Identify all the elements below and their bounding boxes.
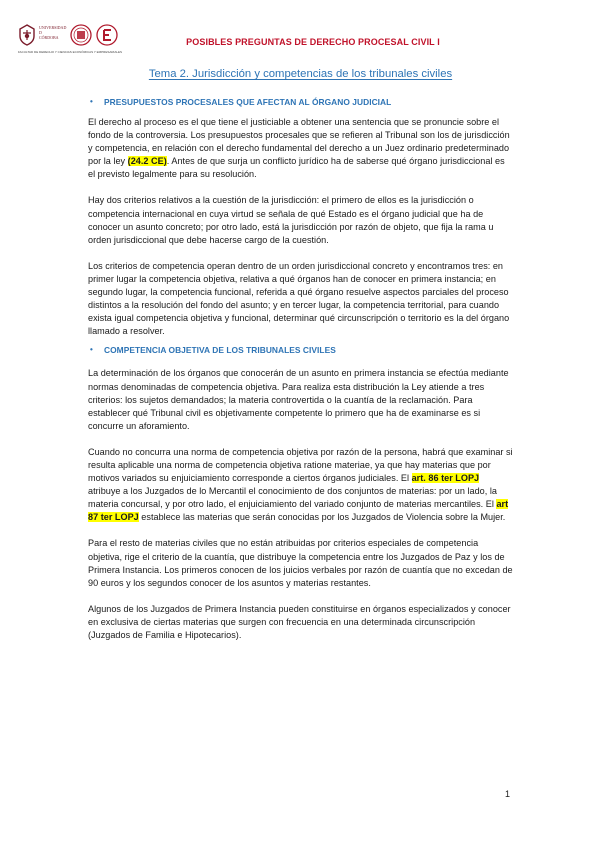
paragraph-text: establece las materias que serán conocidas por los Juzgados de Violencia sobre la Mujer. bbox=[138, 512, 506, 523]
section-heading-text: PRESUPUESTOS PROCESALES QUE AFECTAN AL ÓRGANO JUDICIAL bbox=[104, 97, 392, 107]
section-heading bbox=[88, 345, 513, 355]
paragraph-text: Cuando no concurra una norma de competencia objetiva por razón de la persona, habrá que examinar si resulta aplicable una norma de competencia objetiva ratione materiae, ya que hay materias que por motivos variados su enjuiciamiento corresponde a ciertos órganos judiciales. El bbox=[88, 446, 513, 484]
page-header bbox=[18, 22, 584, 58]
paragraph-text: atribuye a los Juzgados de lo Mercantil el conocimiento de dos conjuntos de materias: por un lado, la materia concursal, y por otro lado, el enjuiciamiento del variado conjunto de materias mercantiles. El bbox=[88, 486, 497, 510]
university-crest-icon bbox=[70, 24, 92, 46]
logo-group bbox=[18, 22, 128, 58]
paragraph: Los criterios de competencia operan dentro de un orden jurisdiccional concreto y encontramos tres: en primer lugar la competencia objetiva, relativa a qué órganos han de conocer en primera instancia; en segundo lugar, la competencia funcional, referida a qué órgano resuelve aspectos parciales del proceso distintos a la resolución del fondo del asunto; y en tercer lugar, la competencia territorial, para cuando exista igual competencia objetiva y funcional, determinar qué circunscripción o territorio es la del órgano llamado a resolver. bbox=[88, 260, 510, 337]
paragraph: La determinación de los órganos que conocerán de un asunto en primera instancia se efectúa mediante normas denominadas de competencia objetiva. Para realiza esta distribución la Ley atiende a tres criterios: los sujetos demandados; la materia controvertida o la cuantía de la reclamación. Para establecer qué Tribunal civil es objetivamente competente lo primero que ha de examinarse es si concurre un aforamiento. bbox=[88, 368, 509, 431]
university-logo-text: UNIVERSIDAD D CÓRDOBA bbox=[39, 25, 67, 40]
paragraph: Para el resto de materias civiles que no están atribuidas por criterios especiales de competencia objetiva, rige el criterio de la cuantía, que distribuye la competencia entre los Juzgados de Paz y los de Primera Instancia. Los primeros conocen de los juicios verbales por razón de cuantía que no excedan de 90 euros y los segundos conocer de los asuntos y materias restantes. bbox=[88, 538, 513, 588]
paragraph bbox=[88, 446, 513, 525]
section-heading bbox=[88, 97, 513, 107]
topic-title: Tema 2. Jurisdicción y competencias de los tribunales civiles bbox=[148, 68, 453, 80]
bullet-icon: • bbox=[90, 345, 93, 355]
section-heading-text: COMPETENCIA OBJETIVA DE LOS TRIBUNALES CIVILES bbox=[104, 345, 336, 356]
paragraph-text: El derecho al proceso es el que tiene el justiciable a obtener una sentencia que se pronuncie sobre el fondo de la controversia. Los presupuestos procesales que se refieren al Tribunal son los de jurisdicción y competencia, en relación con el derecho fundamental del derecho a un Juez ordinario predeterminado por la ley bbox=[88, 117, 510, 167]
highlighted-citation: art. 86 ter LOPJ bbox=[411, 473, 480, 484]
faculty-subtitle: FACULTAD DE DERECHO Y CIENCIAS ECONÓMICAS Y EMPRESARIALES bbox=[18, 50, 123, 54]
header-title: POSIBLES PREGUNTAS DE DERECHO PROCESAL CIVIL I bbox=[186, 37, 440, 47]
document-body bbox=[88, 68, 513, 655]
highlighted-citation: (24.2 CE) bbox=[127, 156, 167, 167]
paragraph: Algunos de los Juzgados de Primera Instancia pueden constituirse en órganos especializados y conocer en exclusiva de ciertas materias que surgen con frecuencia en una determinada circunscripción (Juzgados de Familia e Hipotecarios). bbox=[88, 603, 511, 640]
faculty-emblem-icon bbox=[96, 24, 118, 46]
paragraph: Hay dos criterios relativos a la cuestión de la jurisdicción: el primero de ellos es la jurisdicción o competencia internacional en cuya virtud se señala de qué Estado es el órgano judicial que ha de conocer un asunto concreto; por otro lado, está la jurisdicción por razón de objeto, que fija la rama u orden jurisdiccional que debe hacerse cargo de la cuestión. bbox=[88, 195, 494, 245]
bullet-icon: • bbox=[90, 97, 93, 106]
university-seal-icon bbox=[18, 24, 36, 46]
highlighted-citation: art 87 ter LOPJ bbox=[88, 499, 509, 523]
paragraph bbox=[88, 116, 513, 181]
paragraph-text: . Antes de que surja un conflicto jurídico ha de saberse qué órgano jurisdiccional es el previsto legalmente para su resolución. bbox=[88, 156, 505, 180]
page-number: 1 bbox=[505, 789, 511, 799]
